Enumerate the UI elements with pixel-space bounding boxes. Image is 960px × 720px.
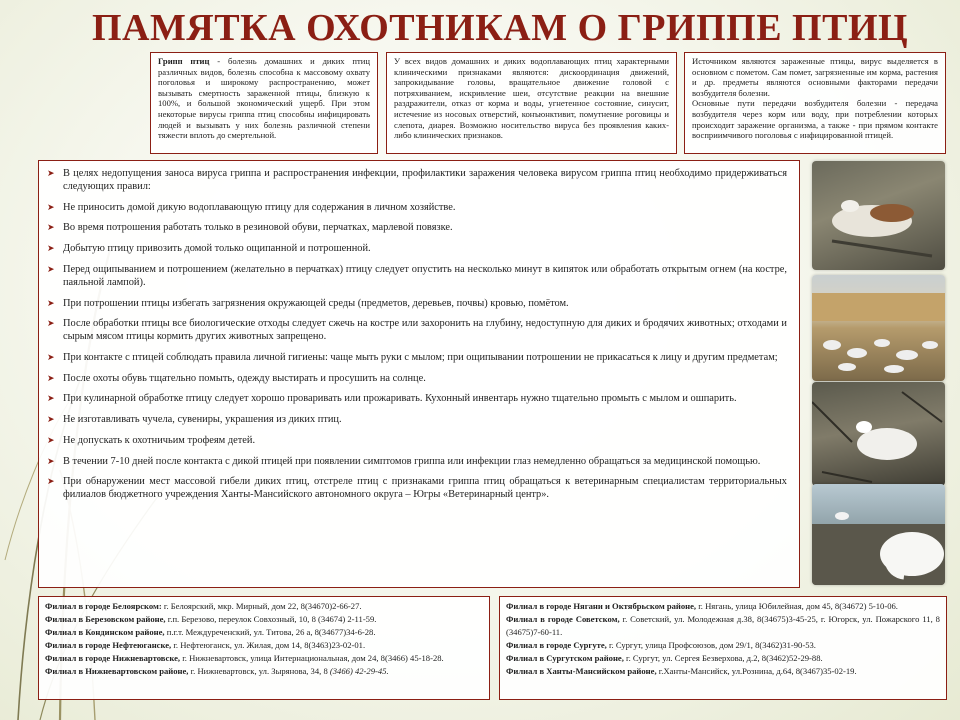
contact-branch: Филиал в городе Нижневартовске, bbox=[45, 653, 181, 663]
contact-address: г. Сургут, ул. Сергея Безверхова, д.2, 8(3462)52-29-88. bbox=[623, 653, 823, 663]
rule-text: Перед ощипыванием и потрошением (желательно в перчатках) птицу следует опустить на несколько минут в кипяток или обработать открытым огнем (на костре, паяльной лампой). bbox=[63, 263, 787, 288]
contact-address: г. Советский, ул. Молодежная д.38, 8(34675)3-45-25, г. Югорск, ул. Пожарского 11, 8 (34675)7-60-11. bbox=[506, 614, 940, 637]
info-text-2: Основные пути передачи возбудителя болезни - передача возбудителя через корм или воду, при потреблении которых происходит заражение организма, а также - при прямом контакте восприимчивого поголовья с инфицированной птицей. bbox=[692, 98, 938, 141]
arrow-right-icon: ➤ bbox=[47, 243, 55, 254]
arrow-right-icon: ➤ bbox=[47, 455, 55, 466]
arrow-right-icon: ➤ bbox=[47, 168, 55, 178]
contacts-right bbox=[499, 596, 947, 700]
contact-branch: Филиал в городе Советском, bbox=[506, 614, 620, 624]
rule-text: В течении 7-10 дней после контакта с дикой птицей при появлении симптомов гриппа или инфекции глаз немедленно обращаться за медицинской помощью. bbox=[63, 455, 761, 467]
rule-item bbox=[47, 455, 787, 468]
contact-entry bbox=[45, 639, 483, 652]
contact-address: г. Белоярский, мкр. Мирный, дом 22, 8(34670)2-66-27. bbox=[161, 601, 362, 611]
contacts-left bbox=[38, 596, 490, 700]
photo-dead-bird-shore bbox=[812, 161, 945, 270]
rule-item bbox=[47, 392, 787, 405]
contact-branch: Филиал в Сургутском районе, bbox=[506, 653, 624, 663]
rule-text: При потрошении птицы избегать загрязнения окружающей среды (предметов, деревьев, почвы) кровью, помётом. bbox=[63, 297, 569, 309]
rule-item bbox=[47, 351, 787, 364]
arrow-right-icon: ➤ bbox=[47, 393, 55, 404]
contact-address: г. Нягань, улица Юбилейная, дом 45, 8(34672) 5-10-06. bbox=[696, 601, 898, 611]
contact-address: г. Сургут, улица Профсоюзов, дом 29/1, 8(3462)31-90-53. bbox=[606, 640, 816, 650]
arrow-right-icon: ➤ bbox=[47, 318, 55, 329]
contact-entry bbox=[45, 600, 483, 613]
contact-branch: Филиал в городе Белоярском: bbox=[45, 601, 162, 611]
rules-panel bbox=[38, 160, 800, 588]
contact-entry bbox=[506, 652, 940, 665]
contact-branch: Филиал в Кондинском районе, bbox=[45, 627, 165, 637]
contact-branch: Филиал в городе Нягани и Октябрьском районе, bbox=[506, 601, 697, 611]
rule-text: При кулинарной обработке птицу следует хорошо проваривать или прожаривать. Кухонный инвентарь нужно тщательно промыть с мылом и ошпарить. bbox=[63, 393, 737, 405]
rule-item bbox=[47, 317, 787, 343]
arrow-right-icon: ➤ bbox=[47, 434, 55, 445]
info-box-symptoms bbox=[386, 52, 677, 154]
contact-branch: Филиал в городе Нефтеюганске, bbox=[45, 640, 172, 650]
contact-entry bbox=[45, 613, 483, 626]
contact-address: г. Нижневартовск, улица Интернациональная, дом 24, 8(3466) 45-18-28. bbox=[180, 653, 444, 663]
arrow-right-icon: ➤ bbox=[47, 263, 55, 274]
rule-text: При обнаружении мест массовой гибели диких птиц, отстреле птиц с признаками гриппа птиц обращаться к ветеринарным специалистам территориальных филиалов бюджетного учреждения Ханты-Мансийского автономного округа – Югры «Ветеринарный центр». bbox=[63, 476, 787, 501]
contact-phone: (3466) 42-29-45. bbox=[329, 666, 389, 676]
info-box-definition bbox=[150, 52, 378, 154]
rules-list bbox=[47, 167, 787, 501]
contact-entry bbox=[506, 600, 940, 613]
arrow-right-icon: ➤ bbox=[47, 476, 55, 487]
contact-branch: Филиал в городе Сургуте, bbox=[506, 640, 607, 650]
rule-text: Во время потрошения работать только в резиновой обуви, перчатках, марлевой повязке. bbox=[63, 222, 453, 234]
rule-item bbox=[47, 201, 787, 214]
info-text: У всех видов домашних и диких водоплавающих птиц характерными клиническими признаками являются: дискоординация движений, запрокидывание головы, вращательное движение головой с потряхиванием, искривление шеи, отсутствие реакции на внешние раздражители, отказ от корма и воды, угнетенное состояние, синусит, истечение из носовых отверстий, конъюнктивит, помутнение роговицы и слепота, диарея. Возможно носительство вируса без проявления каких-либо клинических признаков. bbox=[394, 56, 669, 141]
info-text: - болезнь домашних и диких птиц различных видов, болезнь способна к массовому охвату поголовья и широкому распространению, может вызывать смертность зараженной птицы, близкую к 100%, и большой экономический ущерб. При этом некоторые вирусы гриппа птиц способны инфицировать людей и вызывать у них болезнь различной степени тяжести вплоть до смертельной. bbox=[158, 56, 370, 141]
rule-item bbox=[47, 242, 787, 255]
rule-item bbox=[47, 413, 787, 426]
rule-item bbox=[47, 221, 787, 234]
rule-text: Добытую птицу привозить домой только ощипанной и потрошенной. bbox=[63, 243, 371, 255]
arrow-right-icon: ➤ bbox=[47, 352, 55, 363]
page-title: ПАМЯТКА ОХОТНИКАМ О ГРИППЕ ПТИЦ bbox=[91, 7, 909, 49]
rule-item bbox=[47, 167, 787, 193]
rule-item bbox=[47, 475, 787, 501]
rule-text: Не допускать к охотничьим трофеям детей. bbox=[63, 434, 256, 446]
arrow-right-icon: ➤ bbox=[47, 372, 55, 383]
rule-text: Не изготавливать чучела, сувениры, украшения из диких птиц. bbox=[63, 414, 342, 426]
photo-birds-on-beach bbox=[812, 275, 945, 381]
rule-text: При контакте с птицей соблюдать правила личной гигиены: чаще мыть руки с мылом; при ощипывании потрошении не прикасаться к лицу и другим предметам; bbox=[63, 352, 778, 364]
rule-text: В целях недопущения заноса вируса гриппа и распространения инфекции, профилактики заражения человека вирусом гриппа птиц необходимо придерживаться следующих правил: bbox=[63, 168, 787, 193]
arrow-right-icon: ➤ bbox=[47, 414, 55, 425]
arrow-right-icon: ➤ bbox=[47, 297, 55, 308]
contact-address: г. Нижневартовск, ул. Зырянова, 34, 8 bbox=[188, 666, 330, 676]
info-lead: Грипп птиц bbox=[158, 56, 210, 66]
contact-entry bbox=[506, 613, 940, 639]
info-text: Источником являются зараженные птицы, вирус выделяется в основном с пометом. Сам помет, загрязненные им корма, растения и др. предметы являются основными факторами передачи возбудителя болезни. bbox=[692, 56, 938, 98]
rule-text: Не приносить домой дикую водоплавающую птицу для содержания в личном хозяйстве. bbox=[63, 201, 456, 213]
contact-entry bbox=[506, 639, 940, 652]
contact-address: г. Нефтеюганск, ул. Жилая, дом 14, 8(3463)23-02-01. bbox=[171, 640, 366, 650]
contact-address: п.г.т. Междуреченский, ул. Титова, 26 а, 8(34677)34-6-28. bbox=[164, 627, 376, 637]
contact-address: г.п. Березово, переулок Совхозный, 10, 8 (34674) 2-11-59. bbox=[165, 614, 377, 624]
contact-branch: Филиал в Березовском районе, bbox=[45, 614, 166, 624]
rule-item bbox=[47, 297, 787, 310]
arrow-right-icon: ➤ bbox=[47, 201, 55, 212]
arrow-right-icon: ➤ bbox=[47, 222, 55, 233]
rule-text: После охоты обувь тщательно помыть, одежду выстирать и просушить на солнце. bbox=[63, 372, 426, 384]
rule-item bbox=[47, 372, 787, 385]
info-box-source bbox=[684, 52, 946, 154]
contact-entry bbox=[45, 626, 483, 639]
contact-entry bbox=[45, 665, 483, 678]
contact-address: г.Ханты-Мансийск, ул.Рознина, д.64, 8(3467)35-02-19. bbox=[656, 666, 857, 676]
contact-branch: Филиал в Нижневартовском районе, bbox=[45, 666, 189, 676]
rule-text: После обработки птицы все биологические отходы следует сжечь на костре или захоронить на глубину, недоступную для диких и бродячих животных; отходами и сырым мясом птицы кормить других животных запрещено. bbox=[63, 318, 787, 343]
rule-item bbox=[47, 434, 787, 447]
contact-entry bbox=[45, 652, 483, 665]
photo-dead-bird-ground bbox=[812, 382, 945, 486]
photo-swan-shore bbox=[812, 484, 945, 585]
contact-branch: Филиал в Ханты-Мансийском районе, bbox=[506, 666, 657, 676]
rule-item bbox=[47, 263, 787, 289]
contact-entry bbox=[506, 665, 940, 678]
